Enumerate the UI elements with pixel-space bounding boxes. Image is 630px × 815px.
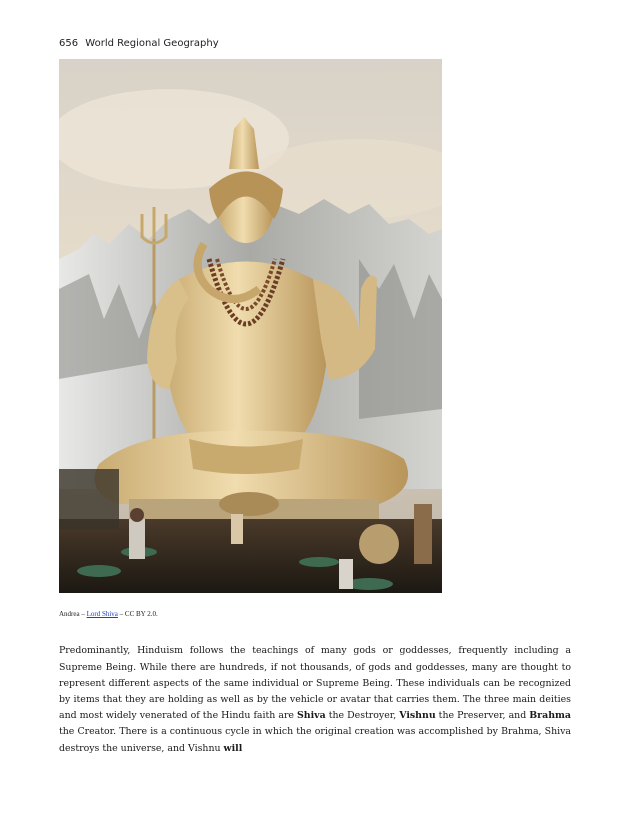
text-run: the Destroyer, bbox=[325, 710, 400, 722]
caption-source-link[interactable]: Lord Shiva bbox=[86, 610, 118, 618]
page-number: 656 bbox=[59, 38, 79, 49]
body-paragraph bbox=[59, 643, 571, 756]
caption-separator: – bbox=[79, 610, 87, 618]
running-header bbox=[59, 38, 219, 49]
text-run: the Creator. There is a continuous cycle in which the original creation was accomplished by Brahma, Shiva destroys the universe, and Vishnu bbox=[59, 726, 571, 754]
figure-caption bbox=[59, 610, 158, 618]
term-shiva: Shiva bbox=[297, 710, 326, 722]
text-run: the Preserver, and bbox=[435, 710, 530, 722]
shiva-statue-illustration bbox=[59, 59, 442, 593]
text-run-bold: will bbox=[223, 742, 243, 754]
caption-author: Andrea bbox=[59, 610, 80, 618]
term-brahma: Brahma bbox=[529, 710, 571, 722]
caption-license: CC BY 2.0. bbox=[124, 610, 158, 618]
book-title: World Regional Geography bbox=[85, 38, 219, 49]
text-run: Predominantly, Hinduism follows the teachings of many gods or goddesses, frequently including a Supreme Being. While there are hundreds, if not thousands, of gods and goddesses, many are thought to represent different aspects of the same individual or Supreme Being. These individuals can be recognized by items that they are holding as well as by the vehicle or avatar that carries them. The three main deities and most widely venerated of the Hindu faith are bbox=[59, 645, 571, 722]
shiva-statue-photo bbox=[59, 59, 442, 593]
caption-separator: – bbox=[117, 610, 125, 618]
term-vishnu: Vishnu bbox=[399, 710, 436, 722]
